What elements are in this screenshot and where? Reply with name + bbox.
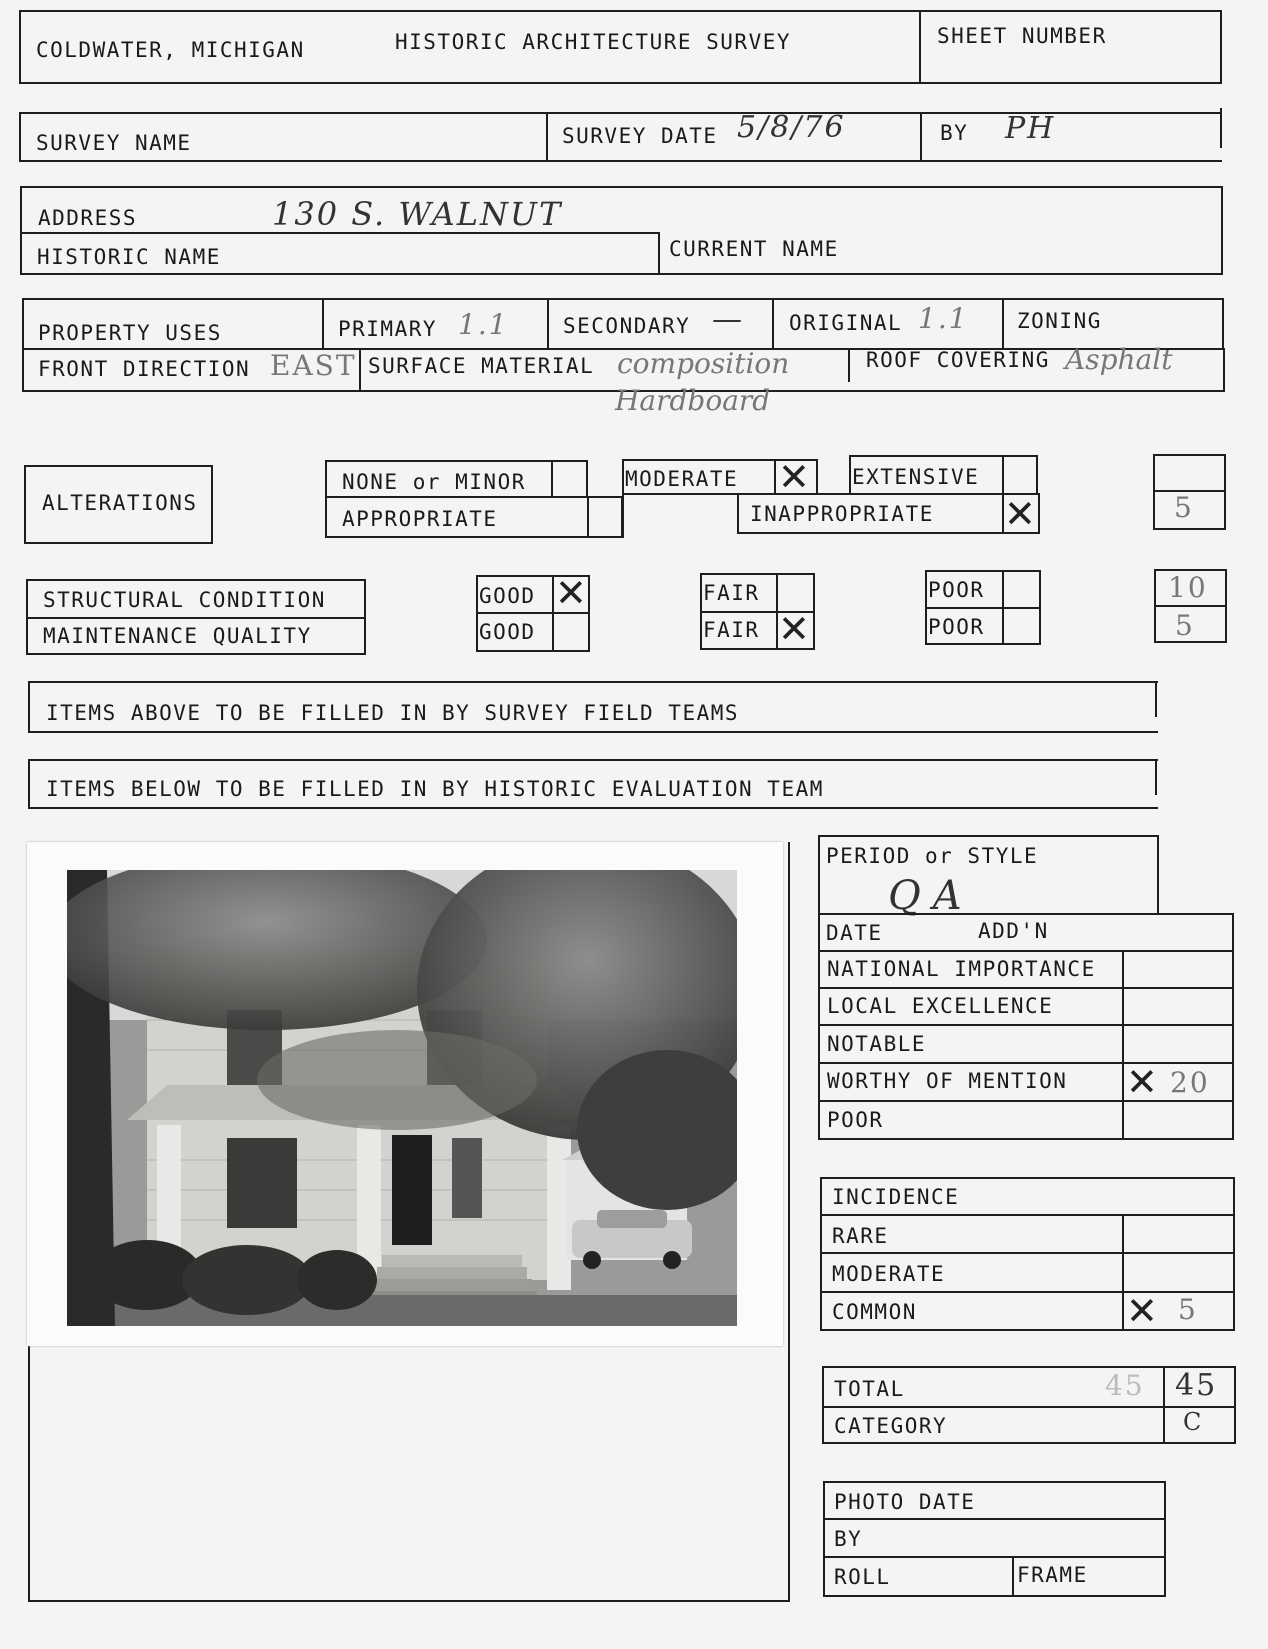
pu-div-1 bbox=[322, 298, 324, 350]
poor-label-maintenance: POOR bbox=[928, 615, 985, 639]
inc-row-2 bbox=[820, 1252, 1235, 1254]
moderate-check-div bbox=[774, 459, 776, 495]
total-value: 45 bbox=[1175, 1368, 1218, 1403]
period-style-label: PERIOD or STYLE bbox=[826, 844, 1039, 868]
good-label-maintenance: GOOD bbox=[479, 620, 536, 644]
imp-row-2 bbox=[818, 987, 1234, 989]
inappropriate-check-mark: ✕ bbox=[1004, 492, 1036, 536]
poor-check-div bbox=[1002, 570, 1004, 645]
total-col-div bbox=[1163, 1366, 1165, 1444]
fd-div-2 bbox=[848, 348, 850, 382]
pu-div-3 bbox=[772, 298, 774, 350]
structural-score: 10 bbox=[1168, 571, 1208, 604]
national-importance-label: NATIONAL IMPORTANCE bbox=[827, 957, 1096, 981]
roof-covering-label: ROOF COVERING bbox=[866, 348, 1050, 372]
by-label: BY bbox=[940, 121, 969, 145]
fd-div-1 bbox=[359, 348, 361, 392]
survey-name-label: SURVEY NAME bbox=[36, 131, 192, 155]
total-split bbox=[822, 1406, 1236, 1408]
good-label-structural: GOOD bbox=[479, 584, 536, 608]
secondary-value: — bbox=[712, 302, 744, 337]
poor-label: POOR bbox=[827, 1108, 884, 1132]
poor-label-structural: POOR bbox=[928, 578, 985, 602]
importance-box bbox=[818, 913, 1234, 1140]
date-label: DATE bbox=[826, 921, 883, 945]
worthy-check-mark: ✕ bbox=[1126, 1060, 1158, 1104]
maintenance-quality-label: MAINTENANCE QUALITY bbox=[43, 624, 312, 648]
maintenance-fair-mark: ✕ bbox=[778, 607, 810, 651]
poor-split bbox=[925, 607, 1041, 609]
importance-col-div bbox=[1122, 950, 1124, 1140]
common-score: 5 bbox=[1178, 1293, 1198, 1326]
property-uses-label: PROPERTY USES bbox=[38, 321, 222, 345]
incidence-moderate-label: MODERATE bbox=[832, 1262, 946, 1286]
none-minor-label: NONE or MINOR bbox=[342, 470, 526, 494]
pu-div-2 bbox=[547, 298, 549, 350]
moderate-label: MODERATE bbox=[625, 467, 739, 491]
sheet-number-label: SHEET NUMBER bbox=[937, 24, 1107, 48]
survey-date-label: SURVEY DATE bbox=[562, 124, 718, 148]
house-photo bbox=[27, 842, 783, 1346]
appropriate-label: APPROPRIATE bbox=[342, 507, 498, 531]
by-value: PH bbox=[1005, 111, 1056, 146]
condition-split bbox=[26, 617, 366, 619]
incidence-col-div bbox=[1122, 1214, 1124, 1331]
surface-material-value-2: Hardboard bbox=[615, 384, 771, 417]
maintenance-score: 5 bbox=[1175, 609, 1195, 642]
extensive-check-div bbox=[1002, 455, 1004, 495]
pu-div-4 bbox=[1002, 298, 1004, 350]
structural-good-mark: ✕ bbox=[555, 571, 587, 615]
worthy-of-mention-label: WORTHY OF MENTION bbox=[827, 1069, 1068, 1093]
appropriate-check-div bbox=[587, 496, 589, 538]
category-label: CATEGORY bbox=[834, 1414, 948, 1438]
address-label: ADDRESS bbox=[38, 206, 138, 230]
photo-by-label: BY bbox=[834, 1527, 863, 1551]
survey-divider-2 bbox=[920, 112, 922, 162]
incidence-label: INCIDENCE bbox=[832, 1185, 960, 1209]
none-minor-check-div bbox=[551, 460, 553, 498]
front-direction-label: FRONT DIRECTION bbox=[38, 357, 251, 381]
pd-row-1 bbox=[823, 1518, 1166, 1520]
alterations-score: 5 bbox=[1174, 491, 1194, 524]
rare-label: RARE bbox=[832, 1224, 889, 1248]
surface-material-label: SURFACE MATERIAL bbox=[368, 354, 595, 378]
inappropriate-label: INAPPROPRIATE bbox=[750, 502, 934, 526]
worthy-score: 20 bbox=[1170, 1066, 1210, 1099]
inc-row-3 bbox=[820, 1291, 1235, 1293]
survey-divider-1 bbox=[546, 112, 548, 162]
front-direction-value: EAST bbox=[270, 349, 357, 382]
secondary-label: SECONDARY bbox=[563, 314, 691, 338]
address-value: 130 S. WALNUT bbox=[272, 195, 563, 233]
note-above-end bbox=[1155, 681, 1157, 717]
fair-label-maintenance: FAIR bbox=[703, 618, 760, 642]
survey-date-value: 5/8/76 bbox=[737, 110, 846, 145]
pd-row-2 bbox=[823, 1556, 1166, 1558]
local-excellence-label: LOCAL EXCELLENCE bbox=[827, 994, 1054, 1018]
historic-name-label: HISTORIC NAME bbox=[37, 245, 221, 269]
header-divider bbox=[919, 10, 921, 84]
notable-label: NOTABLE bbox=[827, 1032, 927, 1056]
total-pencil: 45 bbox=[1105, 1369, 1145, 1402]
roof-covering-value: Asphalt bbox=[1065, 343, 1173, 376]
survey-end bbox=[1220, 108, 1222, 148]
category-value: C bbox=[1183, 1408, 1204, 1436]
common-check-mark: ✕ bbox=[1126, 1289, 1158, 1333]
fair-label-structural: FAIR bbox=[703, 581, 760, 605]
note-below: ITEMS BELOW TO BE FILLED IN BY HISTORIC EVALUATION TEAM bbox=[46, 777, 824, 801]
extensive-label: EXTENSIVE bbox=[852, 465, 980, 489]
house-photo-image bbox=[67, 870, 737, 1326]
current-name-label: CURRENT NAME bbox=[669, 237, 839, 261]
frame-label: FRAME bbox=[1017, 1563, 1088, 1587]
condition-score-split bbox=[1154, 605, 1227, 607]
common-label: COMMON bbox=[832, 1300, 917, 1324]
form-title: HISTORIC ARCHITECTURE SURVEY bbox=[395, 30, 792, 54]
primary-label: PRIMARY bbox=[338, 317, 438, 341]
primary-value: 1.1 bbox=[458, 308, 509, 341]
structural-condition-label: STRUCTURAL CONDITION bbox=[43, 588, 326, 612]
original-label: ORIGINAL bbox=[789, 311, 903, 335]
original-value: 1.1 bbox=[918, 302, 969, 335]
good-check-div bbox=[552, 575, 554, 652]
imp-row-3 bbox=[818, 1024, 1234, 1026]
current-name-divider bbox=[658, 232, 660, 275]
note-above: ITEMS ABOVE TO BE FILLED IN BY SURVEY FIELD TEAMS bbox=[46, 701, 740, 725]
addn-label: ADD'N bbox=[978, 919, 1049, 943]
inc-row-1 bbox=[820, 1214, 1235, 1216]
imp-row-1 bbox=[818, 950, 1234, 952]
alterations-label: ALTERATIONS bbox=[42, 491, 198, 515]
moderate-to-inappropriate bbox=[622, 494, 624, 538]
roll-label: ROLL bbox=[834, 1565, 891, 1589]
moderate-check-mark: ✕ bbox=[778, 455, 810, 499]
photo-date-label: PHOTO DATE bbox=[834, 1490, 976, 1514]
total-label: TOTAL bbox=[834, 1377, 905, 1401]
house-photo-drawing bbox=[67, 870, 737, 1326]
frame-div bbox=[1012, 1556, 1014, 1597]
city-label: COLDWATER, MICHIGAN bbox=[36, 38, 305, 62]
surface-material-value: composition bbox=[617, 347, 790, 380]
zoning-label: ZONING bbox=[1017, 309, 1102, 333]
imp-row-5 bbox=[818, 1100, 1234, 1102]
note-below-end bbox=[1155, 759, 1157, 795]
period-style-value: QA bbox=[888, 873, 974, 919]
imp-row-4 bbox=[818, 1062, 1234, 1064]
